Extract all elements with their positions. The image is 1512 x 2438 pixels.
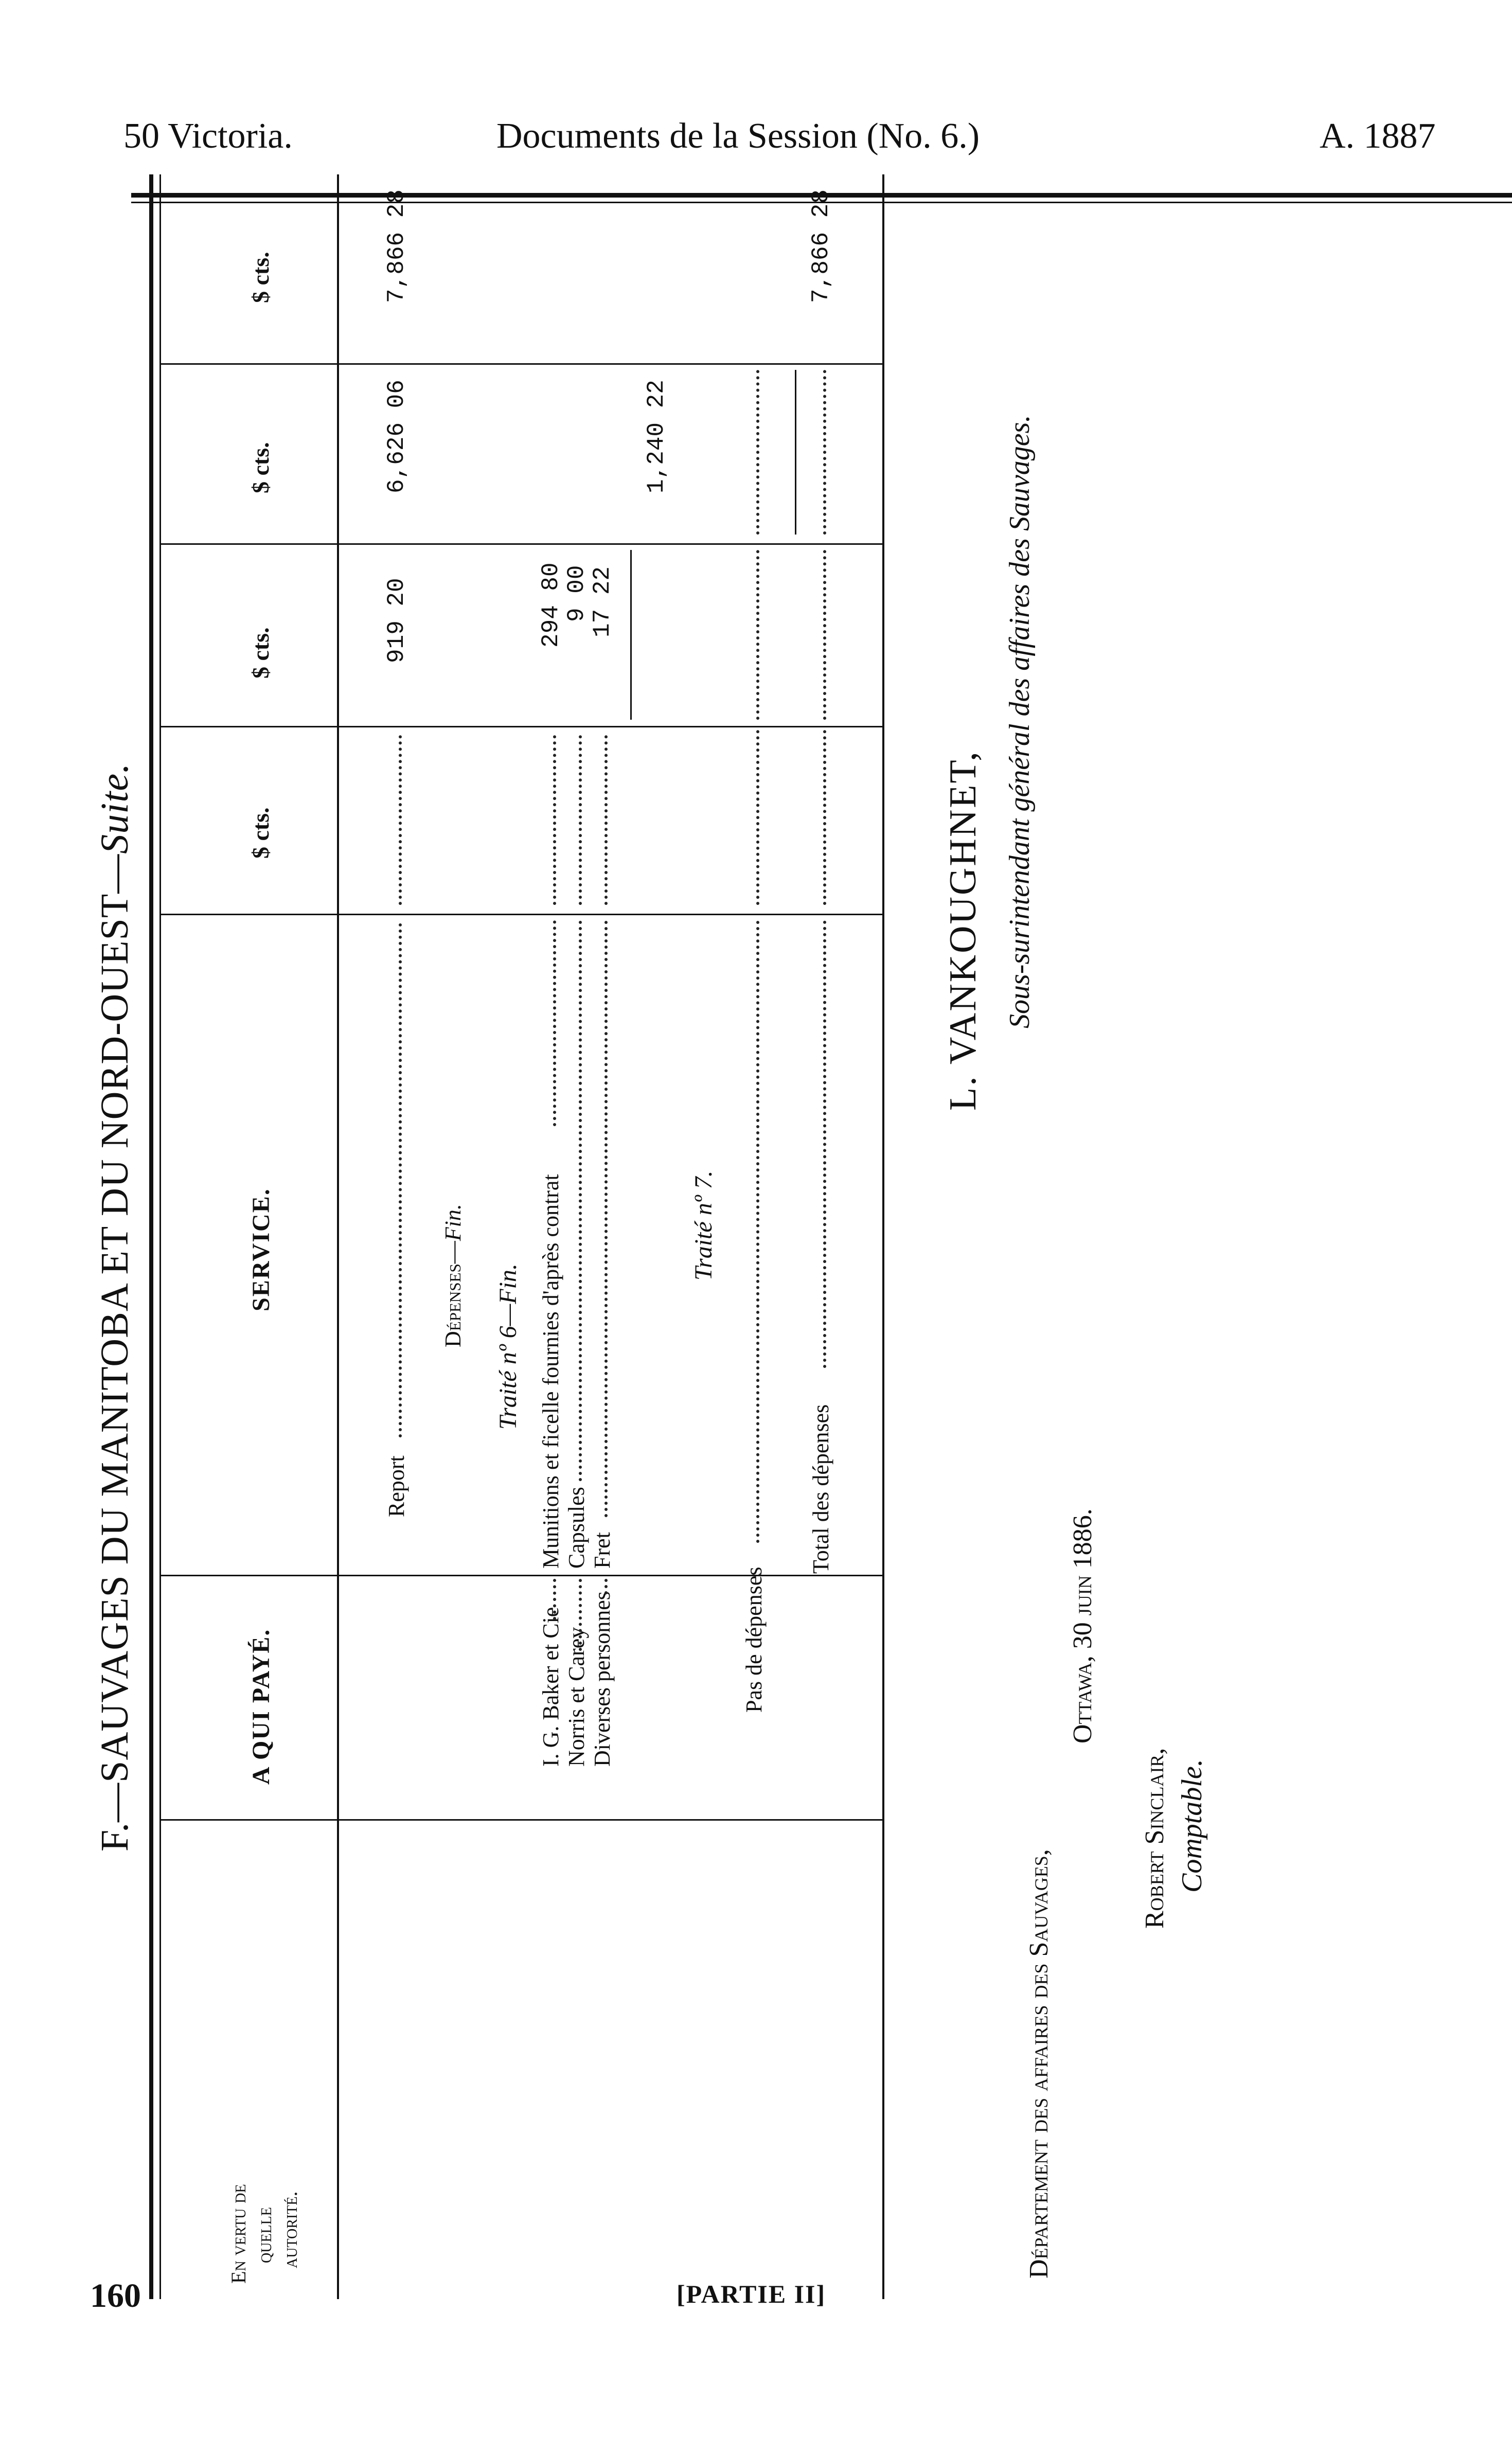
report-label: Report: [384, 1455, 409, 1517]
partie-label: [PARTIE II]: [677, 2280, 826, 2308]
col-sep-col2-col3: [159, 726, 882, 727]
header-left: 50 Victoria.: [123, 116, 293, 156]
table-rule-bottom: [882, 174, 884, 2299]
row3-payee: Diverses personnes: [590, 1591, 615, 1767]
pas-de-depenses-leader: [756, 920, 759, 1543]
row3-payee-leader: [604, 1579, 608, 1594]
col-sep-col3-col4: [159, 543, 882, 545]
row3-amount: 17 22: [589, 566, 616, 637]
traite7-heading: Traité nº 7.: [690, 1170, 717, 1280]
signature-name: L. VANKOUGHNET,: [942, 750, 984, 1111]
report-col4: 6,626 06: [383, 380, 410, 493]
total-col3-leader: [823, 550, 826, 720]
report-leader-col2: [399, 735, 402, 905]
table-title-main: F.—SAUVAGES DU MANITOBA ET DU NORD-OUEST—: [93, 853, 136, 1852]
traite6-heading: Traité nº 6—Fin.: [494, 1264, 522, 1430]
header-center: Documents de la Session (No. 6.): [496, 116, 980, 156]
report-leader: [399, 923, 402, 1437]
col-header-authority-1: En vertu de: [227, 2184, 250, 2284]
total-col4-leader: [823, 370, 826, 535]
col-header-unit-5: $ cts.: [247, 252, 274, 303]
total-leader: [823, 920, 826, 1368]
table-rule-outer-top-inner: [159, 174, 161, 2299]
col-sep-payee-service: [159, 1575, 882, 1576]
col-header-unit-4: $ cts.: [247, 442, 274, 493]
row2-service: Capsules: [564, 1487, 589, 1569]
col-header-service: SERVICE.: [247, 1188, 275, 1311]
row1-col2-leader: [553, 735, 556, 905]
col-sep-col4-col5: [159, 363, 882, 365]
page-number: 160: [90, 2277, 141, 2315]
row3-service: Fret: [590, 1532, 615, 1569]
department-line1: Département des affaires des Sauvages,: [1024, 1849, 1054, 2279]
row2-amount: 9 00: [563, 565, 590, 622]
row2-payee-leader: [579, 1579, 582, 1651]
col-header-payee: A QUI PAYÉ.: [247, 1628, 275, 1785]
depenses-heading: [440, 1204, 466, 1347]
table-title-suite: Suite.: [93, 762, 136, 854]
total-rule: [795, 370, 796, 535]
col-header-authority-3: autorité.: [278, 2191, 301, 2268]
row2-service-leader: [579, 920, 582, 1481]
depenses-heading-fin: Fin.: [440, 1204, 466, 1241]
accountant-title: Comptable.: [1176, 1759, 1208, 1893]
report-col5: 7,866 28: [383, 189, 410, 303]
row3-col2-leader: [604, 735, 608, 905]
header-right: A. 1887: [1320, 116, 1436, 156]
pas-col3-leader: [756, 550, 759, 720]
accountant-name: Robert Sinclair,: [1140, 1748, 1169, 1929]
row3-service-leader: [604, 920, 608, 1517]
pas-col4-leader: [756, 370, 759, 535]
col-header-unit-2: $ cts.: [247, 807, 274, 859]
depenses-heading-text: Dépenses—: [440, 1241, 466, 1347]
table-rule-header-bottom: [337, 174, 339, 2299]
col-header-authority-2: quelle: [253, 2207, 276, 2263]
col-header-unit-3: $ cts.: [247, 627, 274, 679]
table-title: [93, 763, 137, 1852]
row1-service-leader: [553, 920, 556, 1126]
subtotal-rule: [630, 550, 632, 720]
row1-service: Munitions et ficelle fournies d'après contrat: [538, 1174, 563, 1569]
row1-payee: I. G. Baker et Cie: [538, 1607, 563, 1767]
signature-title: Sous-surintendant général des affaires des Sauvages.: [1004, 415, 1036, 1028]
report-col3: 919 20: [383, 578, 410, 663]
total-label: Total des dépenses: [808, 1404, 833, 1574]
pas-col2-leader: [756, 730, 759, 905]
col-sep-authority-payee: [159, 1819, 882, 1821]
department-line2: Ottawa, 30 juin 1886.: [1068, 1508, 1097, 1743]
row2-payee: Norris et Carey: [564, 1627, 589, 1767]
subtotal-value: 1,240 22: [643, 380, 670, 493]
row1-amount: 294 80: [538, 562, 564, 648]
row2-col2-leader: [579, 735, 582, 905]
row1-payee-leader: [553, 1579, 556, 1620]
table-rule-outer-top: [149, 174, 153, 2299]
pas-de-depenses-label: Pas de dépenses: [741, 1567, 767, 1713]
total-col2-leader: [823, 730, 826, 905]
total-value: 7,866 28: [808, 189, 834, 303]
col-sep-service-col2: [159, 914, 882, 915]
